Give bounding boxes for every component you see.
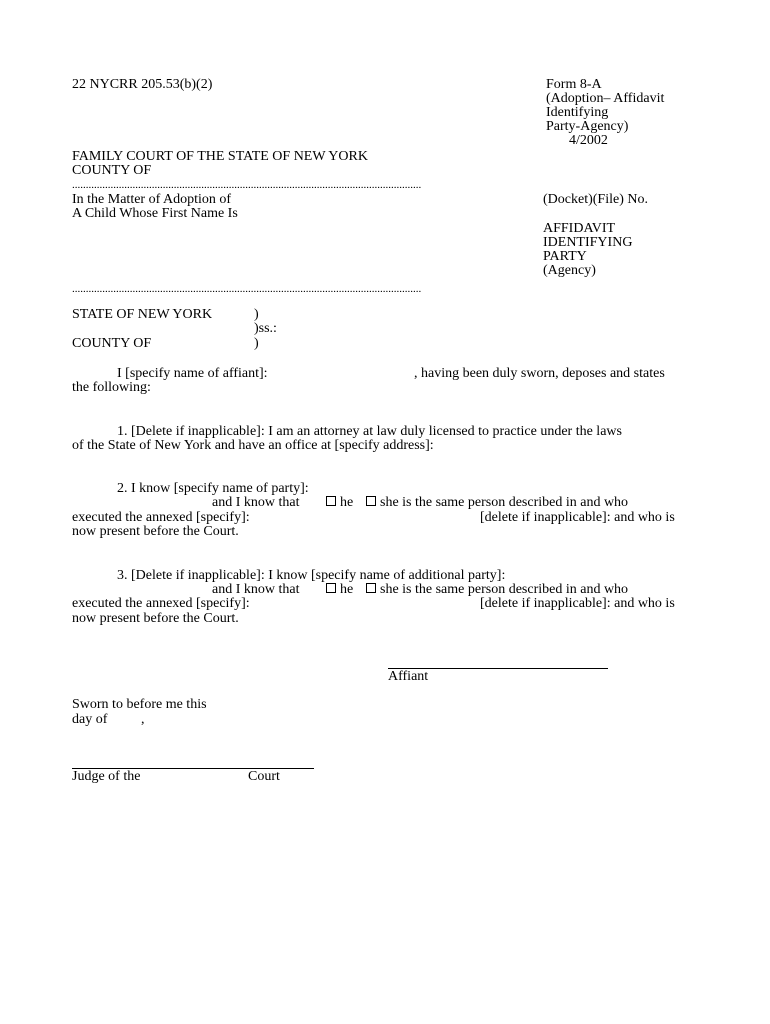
para3-present: now present before the Court. (72, 611, 239, 626)
para2-he-option[interactable]: he (326, 496, 353, 511)
para3-she-option[interactable]: she is the same person described in and who (366, 583, 628, 598)
form-desc-line1: (Adoption– Affidavit (546, 91, 665, 106)
para3-line1: 3. [Delete if inapplicable]: I know [specify name of additional party]: (117, 568, 506, 583)
affidavit-title-line4: (Agency) (543, 263, 596, 278)
form-date: 4/2002 (569, 133, 608, 148)
para2-she-option[interactable]: she is the same person described in and who (366, 496, 628, 511)
affidavit-title-line3: PARTY (543, 249, 587, 264)
venue-state: STATE OF NEW YORK (72, 307, 213, 322)
para2-know-that: and I know that (212, 495, 300, 510)
para3-delete: [delete if inapplicable]: and who is (480, 596, 675, 611)
para2-executed: executed the annexed [specify]: (72, 510, 250, 525)
venue-paren-3: ) (254, 336, 259, 351)
oath-affiant-label: I [specify name of affiant]: (117, 366, 268, 381)
judge-of-label: Judge of the (72, 769, 141, 784)
form-desc-line3: Party-Agency) (546, 119, 629, 134)
para3-he-option[interactable]: he (326, 583, 353, 598)
venue-ss: )ss.: (254, 321, 277, 336)
venue-county: COUNTY OF (72, 336, 152, 351)
oath-sworn-text: , having been duly sworn, deposes and states (414, 366, 665, 381)
para2-present: now present before the Court. (72, 524, 239, 539)
affidavit-title-line2: IDENTIFYING (543, 235, 633, 250)
sworn-line1: Sworn to before me this (72, 697, 207, 712)
matter-line2: A Child Whose First Name Is (72, 206, 238, 221)
oath-following: the following: (72, 380, 151, 395)
docket-file-number: (Docket)(File) No. (543, 192, 648, 207)
she-checkbox[interactable] (366, 496, 376, 506)
dotted-separator-bottom: ............................................................................................................................... (72, 283, 422, 295)
she-checkbox[interactable] (366, 583, 376, 593)
he-checkbox[interactable] (326, 583, 336, 593)
form-desc-line2: Identifying (546, 105, 609, 120)
para3-know-that: and I know that (212, 582, 300, 597)
venue-paren-1: ) (254, 307, 259, 322)
affiant-label: Affiant (388, 669, 429, 684)
form-number: Form 8-A (546, 77, 602, 92)
sworn-day-of: day of (72, 712, 108, 727)
affidavit-title-line1: AFFIDAVIT (543, 221, 616, 236)
county-label: COUNTY OF (72, 163, 152, 178)
para1-line2: of the State of New York and have an office at [specify address]: (72, 438, 434, 453)
he-checkbox[interactable] (326, 496, 336, 506)
dotted-separator-top: ............................................................................................................................... (72, 179, 422, 191)
para2-line1: 2. I know [specify name of party]: (117, 481, 309, 496)
para1-line1: 1. [Delete if inapplicable]: I am an attorney at law duly licensed to practice under the laws (117, 424, 622, 439)
regulation-citation: 22 NYCRR 205.53(b)(2) (72, 77, 213, 92)
court-label: Court (248, 769, 280, 784)
para3-executed: executed the annexed [specify]: (72, 596, 250, 611)
sworn-comma: , (141, 712, 145, 727)
para2-delete: [delete if inapplicable]: and who is (480, 510, 675, 525)
matter-line1: In the Matter of Adoption of (72, 192, 232, 207)
court-name: FAMILY COURT OF THE STATE OF NEW YORK (72, 149, 368, 164)
